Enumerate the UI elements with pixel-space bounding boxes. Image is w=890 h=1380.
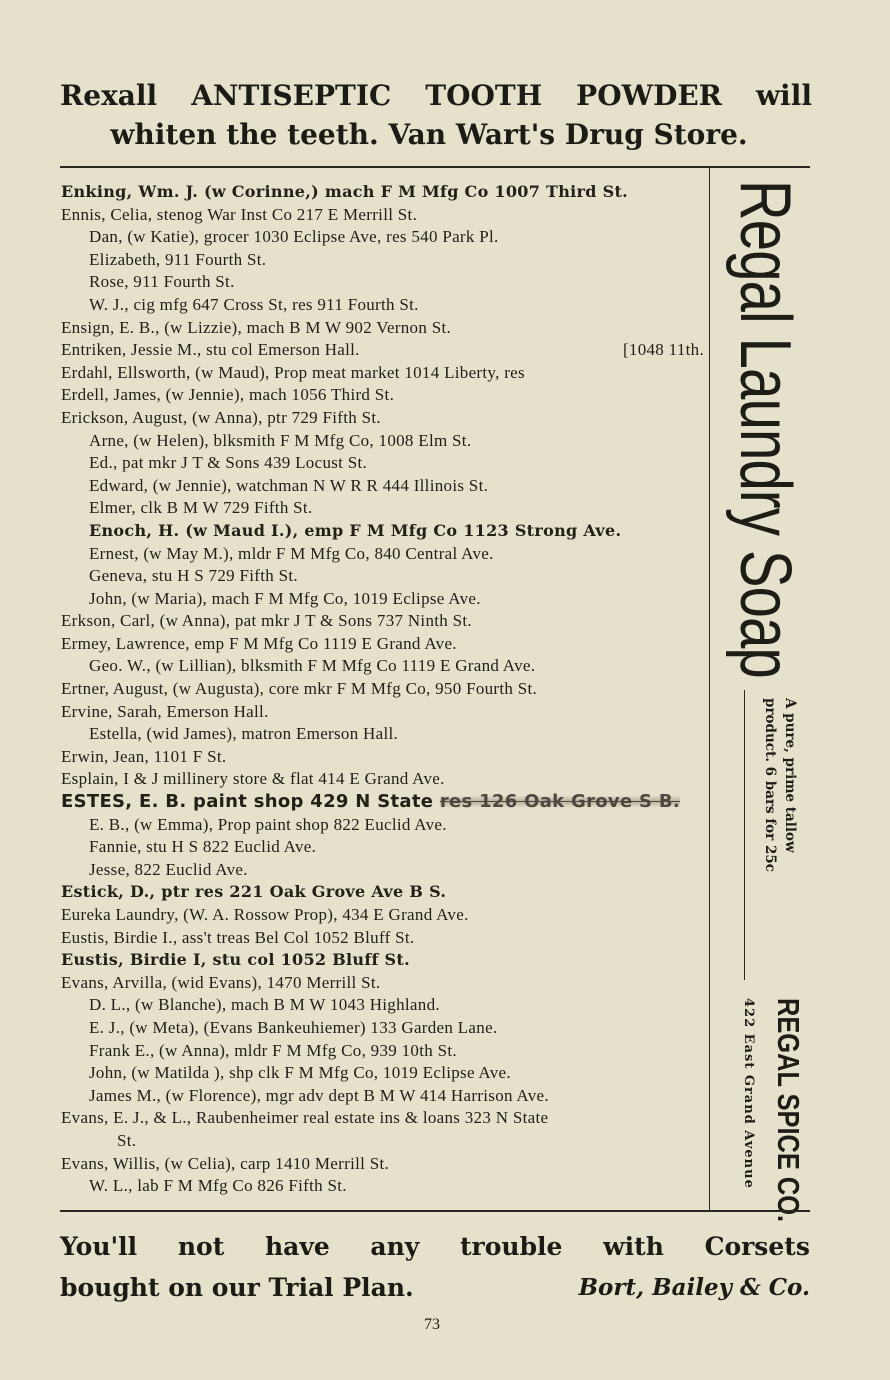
entry-text: Frank E., (w Anna), mldr F M Mfg Co, 939 10th St. xyxy=(89,1040,457,1060)
directory-entry xyxy=(61,543,704,566)
entry-text: Eureka Laundry, (W. A. Rossow Prop), 434 E Grand Ave. xyxy=(61,905,469,924)
directory-entry xyxy=(61,881,704,904)
entry-text: ESTES, E. B. paint shop 429 N State xyxy=(61,791,440,813)
entry-text: Fannie, stu H S 822 Euclid Ave. xyxy=(89,837,317,857)
directory-entry xyxy=(61,181,704,204)
bottom-ad-slogan: bought on our Trial Plan. xyxy=(60,1273,414,1302)
entry-text: John, (w Matilda ), shp clk F M Mfg Co, 1019 Eclipse Ave. xyxy=(89,1063,511,1083)
side-ad-tagline-1: A pure, prime tallow xyxy=(782,698,798,853)
ad-word: Corsets xyxy=(704,1232,810,1261)
entry-text: Ennis, Celia, stenog War Inst Co 217 E Merrill St. xyxy=(61,204,418,224)
entry-text: Esplain, I & J millinery store & flat 414 E Grand Ave. xyxy=(61,769,445,789)
entry-text: D. L., (w Blanche), mach B M W 1043 Highland. xyxy=(89,995,440,1015)
entry-text: Ernest, (w May M.), mldr F M Mfg Co, 840 Central Ave. xyxy=(89,543,494,563)
bottom-ad-line-1 xyxy=(60,1226,810,1267)
entry-text: Eustis, Birdie I, stu col 1052 Bluff St. xyxy=(61,950,410,970)
entry-text: Entriken, Jessie M., stu col Emerson Hall. xyxy=(61,340,360,360)
ad-word: ANTISEPTIC xyxy=(191,79,392,112)
entry-text: Enking, Wm. J. (w Corinne,) mach F M Mfg Co 1007 Third St. xyxy=(61,182,629,201)
column-divider xyxy=(709,168,710,1210)
directory-entry xyxy=(61,633,704,656)
directory-entry xyxy=(61,588,704,611)
entry-text: John, (w Maria), mach F M Mfg Co, 1019 Eclipse Ave. xyxy=(89,588,481,608)
ad-word: have xyxy=(264,1232,330,1261)
directory-entry xyxy=(61,1107,704,1152)
ad-word: POWDER xyxy=(576,79,722,112)
directory-entry xyxy=(61,610,704,633)
ad-word: not xyxy=(177,1232,225,1261)
entry-text: Ensign, E. B., (w Lizzie), mach B M W 902 Vernon St. xyxy=(61,317,452,337)
entry-struck-text: res 126 Oak Grove S B. xyxy=(439,791,681,813)
directory-entry xyxy=(61,271,704,294)
side-ad-divider xyxy=(744,690,745,980)
directory-entry xyxy=(61,1017,704,1040)
directory-entry xyxy=(61,339,704,362)
directory-entry xyxy=(61,972,704,995)
entry-text: Erwin, Jean, 1101 F St. xyxy=(61,746,227,766)
entry-text: Estella, (wid James), matron Emerson Hall. xyxy=(89,724,399,744)
entry-text: Evans, E. J., & L., Raubenheimer real estate ins & loans 323 N State xyxy=(61,1108,549,1128)
entry-text: Edward, (w Jennie), watchman N W R R 444 Illinois St. xyxy=(89,475,489,495)
entry-text: Dan, (w Katie), grocer 1030 Eclipse Ave, res 540 Park Pl. xyxy=(89,227,499,247)
directory-entry xyxy=(61,768,704,791)
directory-entry xyxy=(61,452,704,475)
ad-word: any xyxy=(370,1232,420,1261)
entry-text: Ertner, August, (w Augusta), core mkr F M Mfg Co, 950 Fourth St. xyxy=(61,679,538,699)
directory-entry xyxy=(61,655,704,678)
directory-entry xyxy=(61,204,704,227)
entry-text: E. B., (w Emma), Prop paint shop 822 Euclid Ave. xyxy=(89,814,447,834)
entry-text: Geo. W., (w Lillian), blksmith F M Mfg Co 1119 E Grand Ave. xyxy=(89,656,536,676)
ad-word: will xyxy=(755,79,812,112)
entry-text: James M., (w Florence), mgr adv dept B M W 414 Harrison Ave. xyxy=(89,1085,549,1105)
ad-word: TOOTH xyxy=(425,79,543,112)
ad-word: with xyxy=(603,1232,664,1261)
directory-entry xyxy=(61,927,704,950)
entry-text: Eustis, Birdie I., ass't treas Bel Col 1052 Bluff St. xyxy=(61,927,415,947)
entry-text: Erdell, James, (w Jennie), mach 1056 Third St. xyxy=(61,385,395,405)
side-ad-address: 422 East Grand Avenue xyxy=(741,998,756,1189)
entry-text: E. J., (w Meta), (Evans Bankeuhiemer) 133 Garden Lane. xyxy=(89,1017,498,1037)
bottom-ad-firm: Bort, Bailey & Co. xyxy=(578,1274,810,1301)
directory-entry xyxy=(61,678,704,701)
bottom-divider xyxy=(60,1210,810,1212)
directory-entry xyxy=(61,791,704,814)
top-divider xyxy=(60,166,810,168)
top-ad-line-2: whiten the teeth. Van Wart's Drug Store. xyxy=(110,118,748,151)
directory-listing xyxy=(61,181,704,1198)
entry-text: Evans, Arvilla, (wid Evans), 1470 Merrill St. xyxy=(61,972,381,992)
directory-entry xyxy=(61,1040,704,1063)
entry-text: Arne, (w Helen), blksmith F M Mfg Co, 1008 Elm St. xyxy=(89,430,472,450)
directory-entry xyxy=(61,814,704,837)
directory-entry xyxy=(61,836,704,859)
directory-entry xyxy=(61,497,704,520)
entry-text: W. J., cig mfg 647 Cross St, res 911 Fourth St. xyxy=(89,294,419,314)
directory-entry xyxy=(61,475,704,498)
directory-entry xyxy=(61,723,704,746)
side-ad-company: REGAL SPICE CO. xyxy=(771,998,806,1223)
entry-text: Rose, 911 Fourth St. xyxy=(89,272,235,292)
ad-word: You'll xyxy=(60,1232,138,1261)
directory-entry xyxy=(61,701,704,724)
directory-entry xyxy=(61,904,704,927)
directory-entry xyxy=(61,1175,704,1198)
entry-text: Estick, D., ptr res 221 Oak Grove Ave B S. xyxy=(61,882,447,902)
directory-entry xyxy=(61,384,704,407)
directory-entry xyxy=(61,294,704,317)
entry-text: Jesse, 822 Euclid Ave. xyxy=(89,859,248,879)
entry-text: Ermey, Lawrence, emp F M Mfg Co 1119 E Grand Ave. xyxy=(61,633,457,653)
bottom-ad-line-2 xyxy=(60,1267,810,1308)
directory-entry xyxy=(61,226,704,249)
directory-entry xyxy=(61,317,704,340)
top-advertisement xyxy=(60,76,812,154)
entry-continuation-note: [1048 11th. xyxy=(622,340,704,360)
top-ad-line-1 xyxy=(60,76,812,115)
directory-entry xyxy=(61,949,704,972)
directory-entry xyxy=(61,407,704,430)
directory-entry xyxy=(61,994,704,1017)
directory-entry xyxy=(61,565,704,588)
ad-word: trouble xyxy=(460,1232,563,1261)
entry-text: Enoch, H. (w Maud I.), emp F M Mfg Co 1123 Strong Ave. xyxy=(89,520,622,540)
directory-entry xyxy=(61,430,704,453)
directory-entry xyxy=(61,1062,704,1085)
entry-text: Erdahl, Ellsworth, (w Maud), Prop meat market 1014 Liberty, res xyxy=(61,362,525,382)
side-ad-brand: Regal Laundry Soap xyxy=(725,180,805,679)
side-ad-tagline xyxy=(760,698,800,872)
entry-continuation: St. xyxy=(117,1130,137,1150)
directory-entry xyxy=(61,1085,704,1108)
entry-text: Ervine, Sarah, Emerson Hall. xyxy=(61,701,269,721)
entry-text: Elmer, clk B M W 729 Fifth St. xyxy=(89,498,313,518)
directory-entry xyxy=(61,249,704,272)
side-advertisement xyxy=(712,170,810,1223)
page-number: 73 xyxy=(424,1316,440,1333)
directory-entry xyxy=(61,362,704,385)
entry-text: Evans, Willis, (w Celia), carp 1410 Merrill St. xyxy=(61,1153,390,1173)
entry-text: W. L., lab F M Mfg Co 826 Fifth St. xyxy=(89,1176,347,1196)
directory-entry xyxy=(61,859,704,882)
entry-text: Elizabeth, 911 Fourth St. xyxy=(89,249,267,269)
entry-text: Erickson, August, (w Anna), ptr 729 Fifth St. xyxy=(61,407,381,427)
side-ad-tagline-2: product. 6 bars for 25c xyxy=(762,698,778,872)
directory-entry xyxy=(61,1153,704,1176)
entry-text: Geneva, stu H S 729 Fifth St. xyxy=(89,566,298,586)
entry-text: Ed., pat mkr J T & Sons 439 Locust St. xyxy=(89,453,368,473)
entry-text: Erkson, Carl, (w Anna), pat mkr J T & Sons 737 Ninth St. xyxy=(61,611,472,631)
directory-entry xyxy=(61,746,704,769)
ad-word: Rexall xyxy=(60,79,158,112)
bottom-advertisement xyxy=(60,1226,810,1308)
directory-entry xyxy=(61,520,704,543)
